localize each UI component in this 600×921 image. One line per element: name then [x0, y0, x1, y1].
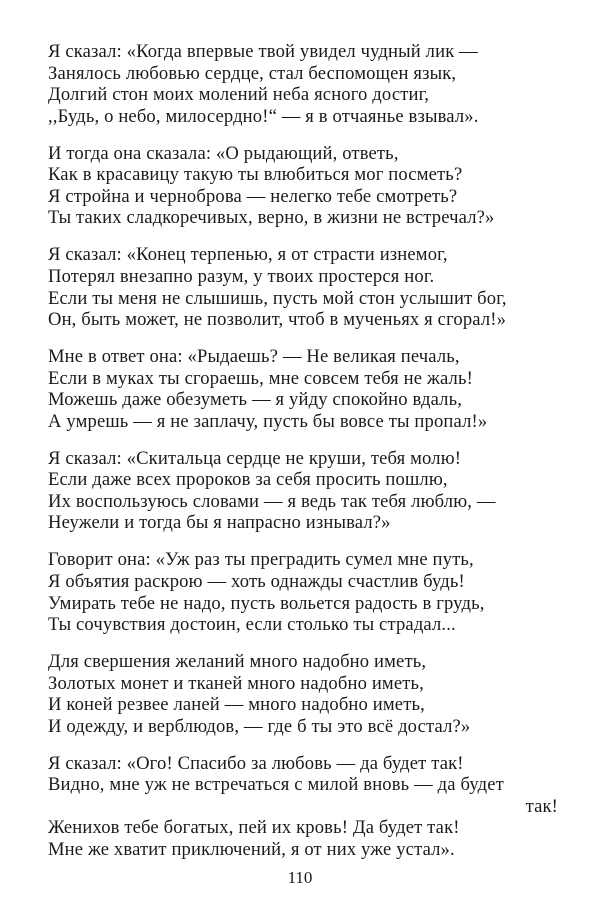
stanza-8 — [48, 753, 558, 861]
verse-line: Я сказал: «Когда впервые твой увидел чудный лик — — [48, 41, 478, 62]
stanza-2 — [48, 143, 558, 229]
verse-line: Умирать тебе не надо, пусть вольется радость в грудь, — [48, 592, 485, 614]
verse-line: Видно, мне уж не встречаться с милой вновь — да будет — [48, 774, 504, 796]
verse-line: Ты сочувствия достоин, если столько ты страдал... — [48, 614, 456, 636]
verse-line: Я сказал: «Ого! Спасибо за любовь — да будет так! — [48, 752, 464, 774]
verse-line: ,,Будь, о небо, милосердно!“ — я в отчаянье взывал». — [48, 105, 479, 127]
verse-line: Я объятия раскрою — хоть однажды счастлив будь! — [48, 570, 465, 592]
verse-line: Если ты меня не слышишь, пусть мой стон услышит бог, — [48, 287, 507, 309]
verse-line: Я сказал: «Конец терпенью, я от страсти изнемог, — [48, 244, 448, 266]
stanza-5 — [48, 448, 558, 534]
verse-line: И тогда она сказала: «О рыдающий, ответь, — [48, 142, 399, 164]
verse-line: Для свершения желаний много надобно иметь, — [48, 651, 427, 673]
verse-line: Занялось любовью сердце, стал беспомощен язык, — [48, 62, 457, 84]
verse-line: Золотых монет и тканей много надобно иметь, — [48, 672, 424, 694]
verse-line: Потерял внезапно разум, у твоих простерся ног. — [48, 265, 435, 287]
verse-line: Мне в ответ она: «Рыдаешь? — Не великая печаль, — [48, 346, 460, 368]
verse-line: Если даже всех пророков за себя просить пошлю, — [48, 469, 448, 491]
verse-line: Можешь даже обезуметь — я уйду спокойно вдаль, — [48, 389, 463, 411]
verse-line: Долгий стон моих молений неба ясного достиг, — [48, 84, 430, 106]
page-number: 110 — [287, 868, 313, 887]
verse-line: И одежду, и верблюдов, — где б ты это всё достал?» — [48, 715, 471, 737]
verse-line: Их воспользуюсь словами — я ведь так тебя люблю, — — [48, 490, 496, 512]
verse-line: Я сказал: «Скитальца сердце не круши, тебя молю! — [48, 447, 462, 469]
stanza-3 — [48, 244, 558, 330]
verse-line-continuation: так! — [525, 795, 558, 817]
stanza-7 — [48, 651, 558, 737]
verse-line: Женихов тебе богатых, пей их кровь! Да будет так! — [48, 817, 460, 839]
stanza-1 — [48, 41, 558, 127]
verse-line: Говорит она: «Уж раз ты преградить сумел мне путь, — [48, 549, 474, 571]
verse-line: И коней резвее ланей — много надобно иметь, — [48, 694, 425, 716]
verse-line: Если в муках ты сгораешь, мне совсем тебя не жаль! — [48, 367, 473, 389]
verse-line: Ты таких сладкоречивых, верно, в жизни не встречал?» — [48, 207, 495, 229]
stanza-6 — [48, 549, 558, 635]
verse-line: Как в красавицу такую ты влюбиться мог посметь? — [48, 164, 463, 186]
verse-line: А умрешь — я не заплачу, пусть бы вовсе ты пропал!» — [48, 410, 488, 432]
verse-line: Я стройна и черноброва — нелегко тебе смотреть? — [48, 185, 458, 207]
verse-line: Он, быть может, не позволит, чтоб в мученьях я сгорал!» — [48, 309, 507, 331]
verse-line: Неужели и тогда бы я напрасно изнывал?» — [48, 512, 391, 534]
verse-line: Мне же хватит приключений, я от них уже устал». — [48, 839, 455, 861]
stanza-4 — [48, 346, 558, 432]
poem-text — [48, 41, 558, 861]
